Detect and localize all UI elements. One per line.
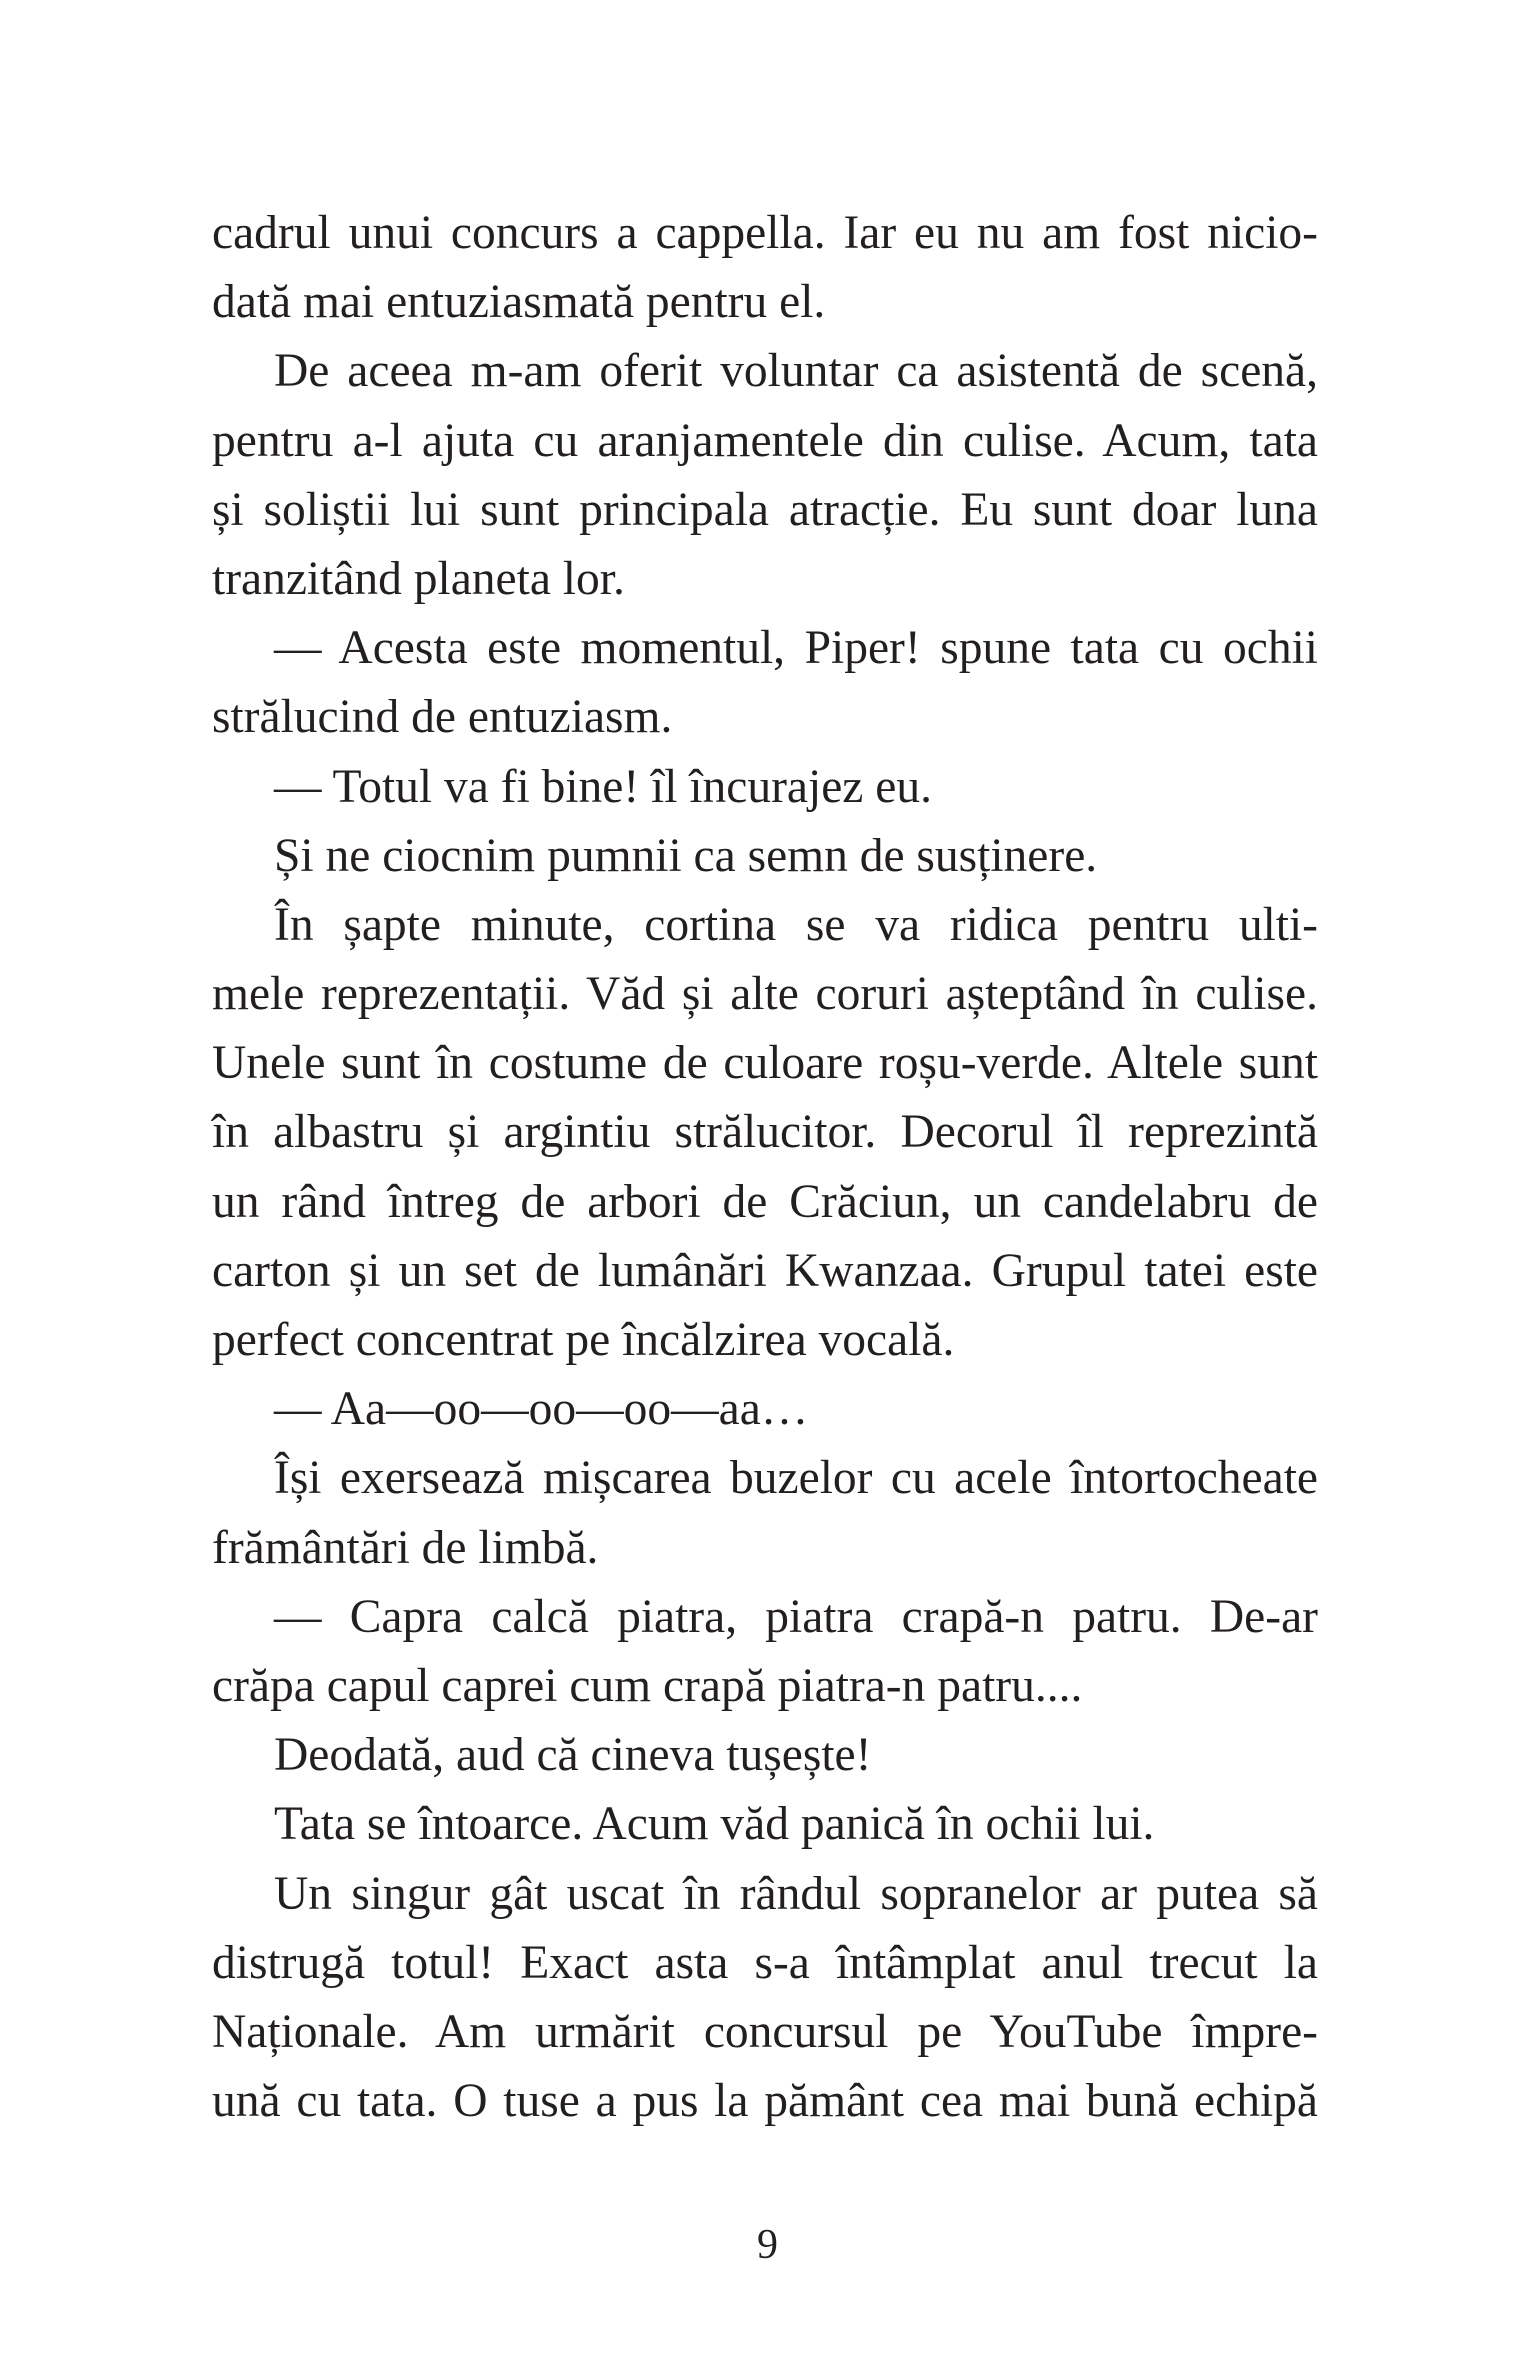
text-line: un rând întreg de arbori de Crăciun, un candelabru de: [212, 1175, 1318, 1228]
text-line: — Acesta este momentul, Piper! spune tata cu ochii: [274, 622, 1318, 675]
body-text: [212, 199, 1318, 2136]
text-line: Deodată, aud că cineva tușește!: [274, 1729, 872, 1782]
text-line: Și ne ciocnim pumnii ca semn de susținere.: [274, 829, 1098, 882]
text-line: crăpa capul caprei cum crapă piatra-n patru....: [212, 1659, 1083, 1712]
text-line: în albastru și argintiu strălucitor. Decorul îl reprezintă: [212, 1106, 1318, 1159]
text-line: și soliștii lui sunt principala atracție. Eu sunt doar luna: [212, 483, 1318, 536]
text-line: Un singur gât uscat în rândul sopranelor ar putea să: [274, 1867, 1318, 1920]
text-line: Unele sunt în costume de culoare roșu-verde. Altele sunt: [212, 1037, 1318, 1090]
text-line: distrugă totul! Exact asta s-a întâmplat anul trecut la: [212, 1936, 1318, 1989]
text-line: strălucind de entuziasm.: [212, 691, 673, 744]
text-line: cadrul unui concurs a cappella. Iar eu nu am fost nicio-: [212, 207, 1318, 259]
text-line: Naționale. Am urmărit concursul pe YouTube împre-: [212, 2005, 1318, 2058]
text-line: frământări de limbă.: [212, 1521, 599, 1574]
text-line: tranzitând planeta lor.: [212, 552, 625, 605]
text-line: ună cu tata. O tuse a pus la pământ cea mai bună echipă: [212, 2075, 1318, 2128]
text-line: dată mai entuziasmată pentru el.: [212, 276, 826, 329]
text-line: — Capra calcă piatra, piatra crapă-n patru. De-ar: [274, 1590, 1318, 1643]
text-line: perfect concentrat pe încălzirea vocală.: [212, 1314, 955, 1366]
text-line: pentru a-l ajuta cu aranjamentele din culise. Acum, tata: [212, 414, 1318, 467]
text-line: — Aa—oo—oo—oo—aa…: [274, 1383, 809, 1436]
text-line: Tata se întoarce. Acum văd panică în ochii lui.: [274, 1798, 1155, 1851]
text-line: Își exersează mișcarea buzelor cu acele întortocheate: [274, 1452, 1318, 1505]
text-line: mele reprezentații. Văd și alte coruri așteptând în culise.: [212, 968, 1318, 1021]
text-line: De aceea m-am oferit voluntar ca asistentă de scenă,: [274, 345, 1318, 398]
text-line: — Totul va fi bine! îl încurajez eu.: [274, 760, 932, 813]
text-line: carton și un set de lumânări Kwanzaa. Grupul tatei este: [212, 1244, 1318, 1297]
page-number: 9: [757, 2222, 778, 2268]
text-line: În șapte minute, cortina se va ridica pentru ulti-: [274, 898, 1318, 951]
